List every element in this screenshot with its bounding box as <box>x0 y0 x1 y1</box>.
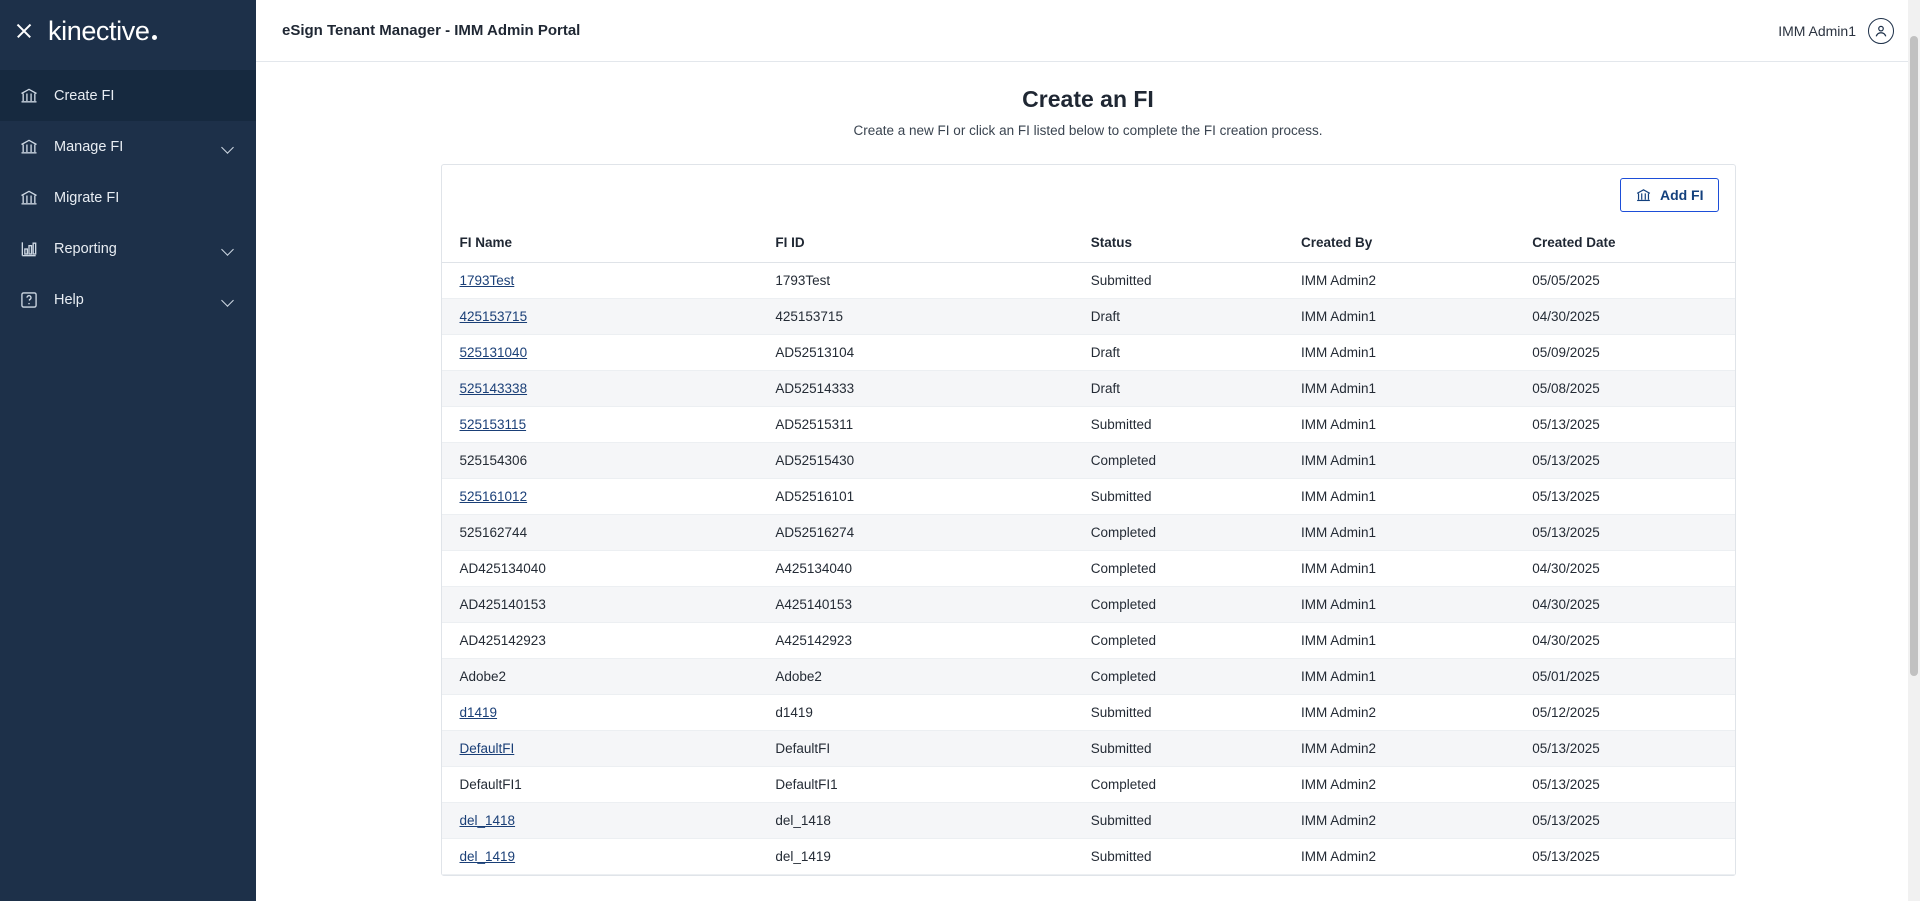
cell-created-by: IMM Admin1 <box>1293 479 1524 515</box>
cell-fi-name <box>442 371 768 407</box>
cell-created-date: 05/13/2025 <box>1524 839 1734 875</box>
cell-fi-id: A425142923 <box>767 623 1082 659</box>
cell-created-date: 04/30/2025 <box>1524 587 1734 623</box>
table-row <box>442 587 1735 623</box>
cell-status: Draft <box>1083 371 1293 407</box>
table-row <box>442 731 1735 767</box>
cell-created-date: 05/01/2025 <box>1524 659 1734 695</box>
cell-created-by: IMM Admin1 <box>1293 443 1524 479</box>
table-row <box>442 443 1735 479</box>
cell-fi-id: AD52515430 <box>767 443 1082 479</box>
cell-created-by: IMM Admin1 <box>1293 587 1524 623</box>
cell-created-by: IMM Admin1 <box>1293 407 1524 443</box>
close-icon[interactable] <box>14 21 34 41</box>
chevron-down-icon[interactable] <box>222 141 234 153</box>
cell-fi-name <box>442 299 768 335</box>
cell-status: Submitted <box>1083 479 1293 515</box>
add-fi-label: Add FI <box>1659 187 1704 203</box>
cell-created-by: IMM Admin1 <box>1293 299 1524 335</box>
cell-created-by: IMM Admin1 <box>1293 623 1524 659</box>
fi-name-link[interactable]: 525161012 <box>459 489 528 504</box>
chevron-down-icon[interactable] <box>222 243 234 255</box>
cell-fi-name <box>442 803 768 839</box>
fi-name-link[interactable]: 425153715 <box>459 309 528 324</box>
cell-fi-name <box>442 767 768 803</box>
cell-created-date: 05/13/2025 <box>1524 767 1734 803</box>
sidebar-item-label: Create FI <box>54 87 115 104</box>
page-content <box>256 62 1920 901</box>
sidebar-item-migrate-fi[interactable] <box>0 172 256 223</box>
cell-status: Completed <box>1083 587 1293 623</box>
cell-fi-name <box>442 587 768 623</box>
table-row <box>442 803 1735 839</box>
cell-fi-name <box>442 515 768 551</box>
sidebar-header <box>0 0 256 62</box>
cell-status: Submitted <box>1083 731 1293 767</box>
cell-status: Completed <box>1083 659 1293 695</box>
column-header-status[interactable]: Status <box>1083 225 1293 263</box>
page-scrollbar[interactable] <box>1908 0 1920 901</box>
chevron-down-icon[interactable] <box>222 294 234 306</box>
table-row <box>442 839 1735 875</box>
cell-fi-id: A425140153 <box>767 587 1082 623</box>
table-row <box>442 263 1735 299</box>
table-row <box>442 515 1735 551</box>
cell-fi-name <box>442 731 768 767</box>
column-header-fi-name[interactable]: FI Name <box>442 225 768 263</box>
sidebar <box>0 0 256 901</box>
sidebar-nav <box>0 70 256 325</box>
table-row <box>442 659 1735 695</box>
cell-created-date: 05/13/2025 <box>1524 407 1734 443</box>
cell-created-by: IMM Admin2 <box>1293 731 1524 767</box>
cell-status: Completed <box>1083 767 1293 803</box>
help-icon <box>18 289 40 311</box>
sidebar-item-reporting[interactable] <box>0 223 256 274</box>
cell-created-by: IMM Admin2 <box>1293 695 1524 731</box>
cell-status: Completed <box>1083 515 1293 551</box>
brand-dot-icon <box>152 35 157 40</box>
cell-fi-name <box>442 695 768 731</box>
cell-created-by: IMM Admin2 <box>1293 839 1524 875</box>
cell-created-by: IMM Admin2 <box>1293 263 1524 299</box>
app-title: eSign Tenant Manager - IMM Admin Portal <box>282 22 581 39</box>
sidebar-item-label: Reporting <box>54 240 117 257</box>
cell-status: Submitted <box>1083 263 1293 299</box>
cell-created-by: IMM Admin2 <box>1293 803 1524 839</box>
card-toolbar <box>442 165 1735 225</box>
cell-created-date: 05/12/2025 <box>1524 695 1734 731</box>
sidebar-item-manage-fi[interactable] <box>0 121 256 172</box>
fi-table-head <box>442 225 1735 263</box>
cell-status: Draft <box>1083 335 1293 371</box>
page-title: Create an FI <box>1022 86 1154 112</box>
topbar <box>256 0 1920 62</box>
cell-fi-id: AD52515311 <box>767 407 1082 443</box>
page-header <box>256 62 1920 142</box>
cell-status: Draft <box>1083 299 1293 335</box>
scrollbar-thumb[interactable] <box>1910 36 1918 676</box>
cell-fi-id: DefaultFI1 <box>767 767 1082 803</box>
cell-fi-name <box>442 551 768 587</box>
cell-fi-name <box>442 443 768 479</box>
bank-icon <box>1635 187 1652 204</box>
cell-fi-id: AD52514333 <box>767 371 1082 407</box>
fi-name-text: AD425134040 <box>459 561 546 576</box>
cell-fi-id: AD52516274 <box>767 515 1082 551</box>
table-row <box>442 551 1735 587</box>
cell-fi-name <box>442 479 768 515</box>
add-fi-button[interactable] <box>1620 178 1719 212</box>
cell-status: Completed <box>1083 551 1293 587</box>
cell-created-by: IMM Admin1 <box>1293 515 1524 551</box>
bank-icon <box>18 187 40 209</box>
cell-created-date: 05/05/2025 <box>1524 263 1734 299</box>
fi-name-link[interactable]: 525153115 <box>459 417 527 432</box>
sidebar-item-create-fi[interactable] <box>0 70 256 121</box>
cell-created-date: 05/13/2025 <box>1524 803 1734 839</box>
column-header-fi-id[interactable]: FI ID <box>767 225 1082 263</box>
table-row <box>442 407 1735 443</box>
fi-name-text: DefaultFI1 <box>459 777 522 792</box>
main-area <box>256 0 1920 901</box>
fi-name-text: 525154306 <box>459 453 528 468</box>
fi-name-link[interactable]: del_1418 <box>459 813 516 828</box>
cell-created-date: 05/13/2025 <box>1524 731 1734 767</box>
cell-fi-name <box>442 407 768 443</box>
cell-created-date: 05/09/2025 <box>1524 335 1734 371</box>
cell-fi-id: del_1419 <box>767 839 1082 875</box>
sidebar-item-help[interactable] <box>0 274 256 325</box>
column-header-created-date[interactable]: Created Date <box>1524 225 1734 263</box>
fi-name-text: Adobe2 <box>459 669 507 684</box>
cell-fi-id: 1793Test <box>767 263 1082 299</box>
fi-name-text: AD425140153 <box>459 597 546 612</box>
table-row <box>442 299 1735 335</box>
fi-name-text: AD425142923 <box>459 633 546 648</box>
cell-created-date: 05/08/2025 <box>1524 371 1734 407</box>
cell-fi-name <box>442 263 768 299</box>
bank-icon <box>18 136 40 158</box>
fi-name-link[interactable]: 525131040 <box>459 345 528 360</box>
cell-created-by: IMM Admin1 <box>1293 335 1524 371</box>
cell-created-date: 04/30/2025 <box>1524 623 1734 659</box>
topbar-user-area[interactable] <box>1778 18 1894 44</box>
fi-name-link[interactable]: del_1419 <box>459 849 516 864</box>
fi-name-link[interactable]: 1793Test <box>459 273 515 288</box>
sidebar-item-label: Help <box>54 291 84 308</box>
sidebar-item-label: Migrate FI <box>54 189 120 206</box>
fi-name-link[interactable]: 525143338 <box>459 381 528 396</box>
cell-created-by: IMM Admin1 <box>1293 659 1524 695</box>
cell-fi-id: A425134040 <box>767 551 1082 587</box>
table-row <box>442 623 1735 659</box>
cell-fi-name <box>442 335 768 371</box>
cell-status: Submitted <box>1083 803 1293 839</box>
user-name: IMM Admin1 <box>1778 22 1856 39</box>
bank-icon <box>18 85 40 107</box>
cell-created-by: IMM Admin2 <box>1293 767 1524 803</box>
cell-status: Submitted <box>1083 407 1293 443</box>
cell-created-by: IMM Admin1 <box>1293 371 1524 407</box>
cell-fi-id: Adobe2 <box>767 659 1082 695</box>
table-header-row <box>442 225 1735 263</box>
fi-name-link[interactable]: d1419 <box>459 705 498 720</box>
cell-created-date: 04/30/2025 <box>1524 299 1734 335</box>
cell-fi-name <box>442 659 768 695</box>
cell-created-date: 05/13/2025 <box>1524 443 1734 479</box>
user-avatar-icon[interactable] <box>1868 18 1894 44</box>
cell-fi-id: d1419 <box>767 695 1082 731</box>
cell-status: Submitted <box>1083 695 1293 731</box>
cell-fi-id: AD52513104 <box>767 335 1082 371</box>
cell-status: Completed <box>1083 443 1293 479</box>
cell-fi-id: del_1418 <box>767 803 1082 839</box>
table-row <box>442 767 1735 803</box>
cell-fi-id: 425153715 <box>767 299 1082 335</box>
cell-created-date: 04/30/2025 <box>1524 551 1734 587</box>
cell-created-date: 05/13/2025 <box>1524 515 1734 551</box>
cell-fi-id: DefaultFI <box>767 731 1082 767</box>
sidebar-item-label: Manage FI <box>54 138 124 155</box>
page-subtitle: Create a new FI or click an FI listed below to complete the FI creation process. <box>853 123 1323 138</box>
cell-status: Completed <box>1083 623 1293 659</box>
cell-fi-name <box>442 623 768 659</box>
brand-logo <box>48 16 157 47</box>
table-row <box>442 479 1735 515</box>
table-row <box>442 695 1735 731</box>
fi-table-body <box>442 263 1735 875</box>
cell-created-by: IMM Admin1 <box>1293 551 1524 587</box>
fi-name-link[interactable]: DefaultFI <box>459 741 515 756</box>
cell-status: Submitted <box>1083 839 1293 875</box>
cell-fi-name <box>442 839 768 875</box>
fi-list-card <box>441 164 1736 876</box>
table-row <box>442 335 1735 371</box>
column-header-created-by[interactable]: Created By <box>1293 225 1524 263</box>
chart-icon <box>18 238 40 260</box>
cell-created-date: 05/13/2025 <box>1524 479 1734 515</box>
table-row <box>442 371 1735 407</box>
fi-table <box>442 225 1735 875</box>
cell-fi-id: AD52516101 <box>767 479 1082 515</box>
brand-label: kinective <box>48 15 150 46</box>
fi-name-text: 525162744 <box>459 525 528 540</box>
